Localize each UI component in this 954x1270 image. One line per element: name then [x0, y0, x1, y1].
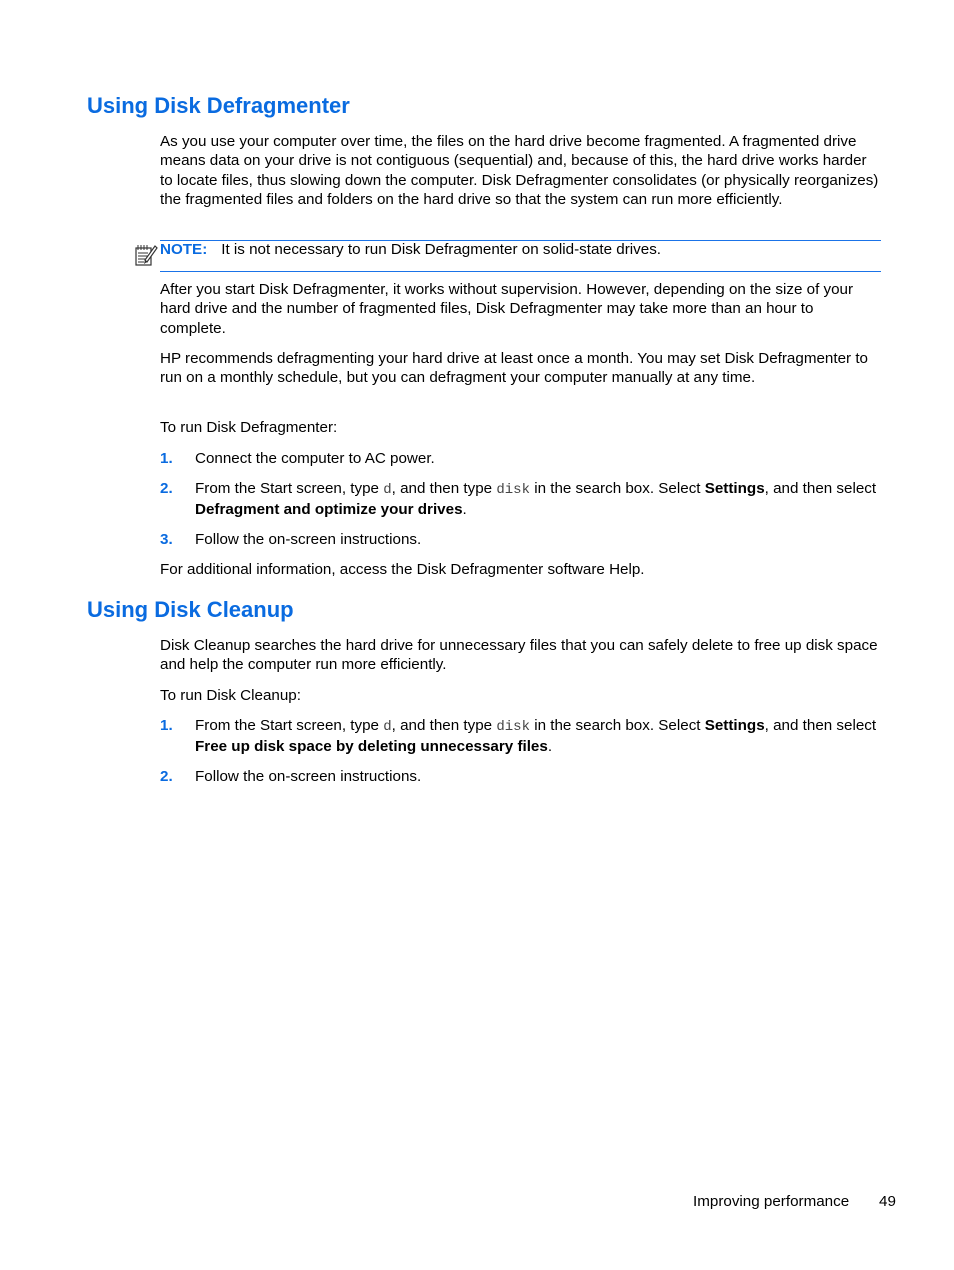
defragmenter-closing-paragraph: For additional information, access the Disk Defragmenter software Help. [160, 561, 645, 578]
note-line [160, 240, 661, 259]
note-pencil-icon [134, 243, 158, 267]
step-text: From the Start screen, type d, and then type disk in the search box. Select Settings, and then select Defragment and optimize your drives. [195, 480, 877, 518]
step-number: 2. [160, 480, 173, 497]
step-number: 3. [160, 531, 173, 548]
step-number: 1. [160, 717, 173, 734]
note-label: NOTE: [160, 241, 208, 258]
step-number: 1. [160, 450, 173, 467]
section-heading-disk-cleanup: Using Disk Cleanup [87, 597, 294, 622]
defragmenter-supervision-paragraph: After you start Disk Defragmenter, it works without supervision. However, depending on the size of your hard drive and the number of fragmented files, Disk Defragmenter may take more than an hour to complete. [160, 281, 854, 337]
defragment-option-term: Defragment and optimize your drives [195, 501, 463, 518]
note-text: It is not necessary to run Disk Defragmenter on solid-state drives. [221, 241, 662, 258]
step-text: From the Start screen, type d, and then type disk in the search box. Select Settings, and then select Free up disk space by deleting unnecessary files. [195, 717, 877, 755]
free-up-space-option-term: Free up disk space by deleting unnecessary files [195, 738, 548, 755]
code-d: d [383, 719, 392, 735]
cleanup-intro-paragraph: Disk Cleanup searches the hard drive for unnecessary files that you can safely delete to free up disk space and help the computer run more efficiently. [160, 637, 878, 674]
code-disk: disk [496, 482, 530, 498]
defragmenter-lead-text: To run Disk Defragmenter: [160, 419, 338, 436]
code-d: d [383, 482, 392, 498]
step-text: Follow the on-screen instructions. [195, 768, 422, 785]
defragmenter-intro-paragraph: As you use your computer over time, the files on the hard drive become fragmented. A fragmented drive means data on your drive is not contiguous (sequential) and, because of this, the hard drive works harder to locate files, thus slowing down the computer. Disk Defragmenter consolidates (or physically reorganizes) the fragmented files and folders on the hard drive so that the system can run more efficiently. [160, 133, 879, 209]
defragmenter-recommendation-paragraph: HP recommends defragmenting your hard drive at least once a month. You may set Disk Defragmenter to run on a monthly schedule, but you can defragment your computer manually at any time. [160, 350, 868, 387]
settings-term: Settings [704, 480, 765, 497]
step-number: 2. [160, 768, 173, 785]
step-text: Follow the on-screen instructions. [195, 531, 422, 548]
settings-term: Settings [704, 717, 765, 734]
cleanup-lead-text: To run Disk Cleanup: [160, 687, 301, 704]
code-disk: disk [496, 719, 530, 735]
section-heading-disk-defragmenter: Using Disk Defragmenter [87, 93, 350, 118]
footer-page-number: 49 [879, 1193, 896, 1210]
step-text: Connect the computer to AC power. [195, 450, 435, 467]
footer-section-name: Improving performance [693, 1193, 850, 1210]
